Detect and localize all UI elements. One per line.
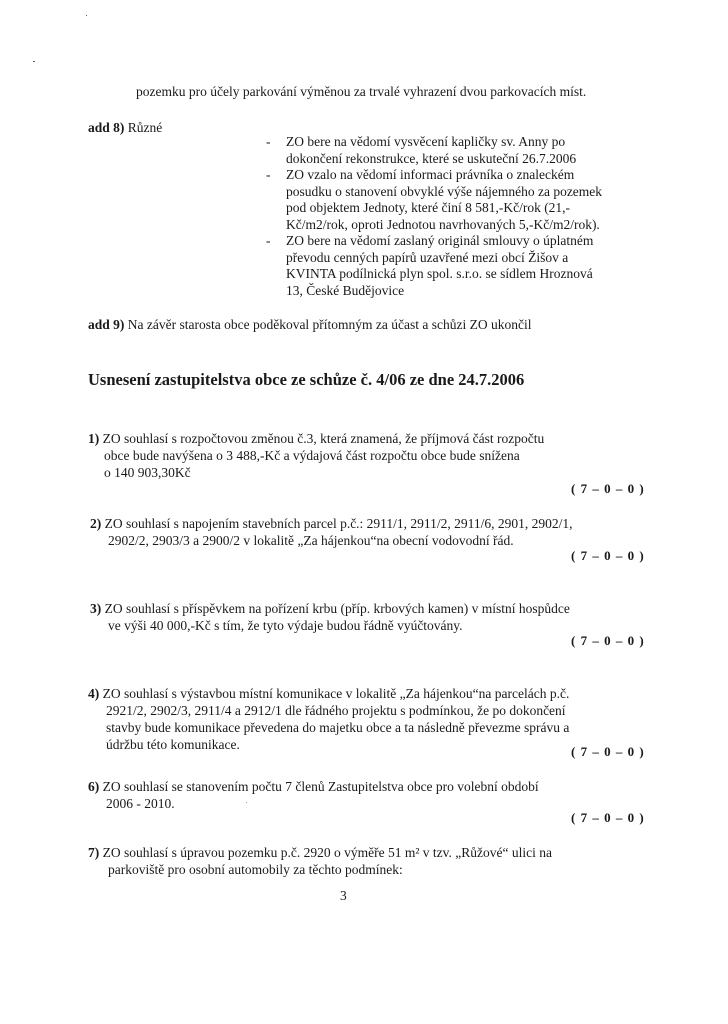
- resolutions-heading: Usnesení zastupitelstva obce ze schůze č. 4/06 ze dne 24.7.2006: [88, 370, 525, 389]
- bullet-dash: -: [266, 233, 271, 248]
- bullet-item: [262, 134, 702, 167]
- page-number: 3: [340, 888, 347, 903]
- resolution-line: [90, 601, 570, 617]
- resolution-number: 2): [90, 516, 102, 531]
- add8-header: [88, 120, 162, 136]
- resolution-line: údržbu této komunikace.: [106, 737, 240, 752]
- resolution-number: 7): [88, 845, 100, 860]
- resolution-line: [88, 686, 569, 702]
- bullet-item: [262, 233, 702, 299]
- resolution-number: 4): [88, 686, 100, 701]
- resolution-line: ve výši 40 000,-Kč s tím, že tyto výdaje budou řádně vyúčtovány.: [108, 618, 463, 633]
- bullet-line: posudku o stanovení obvyklé výše nájemného za pozemek: [286, 183, 603, 199]
- resolution-line: [88, 779, 539, 795]
- resolution-text: ZO souhlasí s příspěvkem na pořízení krbu (příp. krbových kamen) v místní hospůdce: [104, 601, 570, 616]
- resolution-line: 2902/2, 2903/3 a 2900/2 v lokalitě „Za hájenkou“na obecní vodovodní řád.: [108, 533, 514, 548]
- resolution-text: ZO souhlasí s napojením stavebních parcel p.č.: 2911/1, 2911/2, 2911/6, 2901, 2902/1,: [104, 516, 573, 531]
- bullet-item: [262, 167, 702, 233]
- bullet-line: dokončení rekonstrukce, které se uskuteční 26.7.2006: [286, 150, 577, 166]
- vote-result: ( 7 – 0 – 0 ): [571, 481, 645, 496]
- vote-result: ( 7 – 0 – 0 ): [571, 548, 645, 563]
- resolution-text: ZO souhlasí s úpravou pozemku p.č. 2920 o výměře 51 m² v tzv. „Růžové“ ulici na: [102, 845, 552, 860]
- resolution-line: [88, 845, 552, 861]
- bullet-line: převodu cenných papírů uzavřené mezi obcí Žišov a: [286, 249, 569, 265]
- add9-text: Na závěr starosta obce poděkoval přítomným za účast a schůzi ZO ukončil: [127, 317, 532, 332]
- continuation-text: pozemku pro účely parkování výměnou za trvalé vyhrazení dvou parkovacích míst.: [136, 84, 587, 99]
- bullet-line: ZO vzalo na vědomí informaci právníka o znaleckém: [286, 167, 575, 182]
- bullet-line: Kč/m2/rok, oproti Jednotou navrhovaných 5,-Kč/m2/rok).: [286, 216, 600, 232]
- resolution-line: obce bude navýšena o 3 488,-Kč a výdajová část rozpočtu obce bude snížena: [104, 448, 520, 463]
- bullet-line: KVINTA podílnická plyn spol. s.r.o. se sídlem Hroznová: [286, 266, 593, 281]
- scan-speck: [86, 15, 87, 16]
- resolution-line: [88, 431, 544, 447]
- resolution-line: 2921/2, 2902/3, 2911/4 a 2912/1 dle řádného projektu s podmínkou, že po dokončení: [106, 703, 566, 718]
- add8-bullet-list: [262, 134, 702, 299]
- scan-speck: [246, 802, 247, 803]
- scan-speck: [33, 61, 35, 62]
- resolution-line: o 140 903,30Kč: [104, 465, 191, 480]
- resolution-text: ZO souhlasí se stanovením počtu 7 členů Zastupitelstva obce pro volební období: [102, 779, 539, 794]
- vote-result: ( 7 – 0 – 0 ): [571, 810, 645, 825]
- resolution-text: ZO souhlasí s výstavbou místní komunikace v lokalitě „Za hájenkou“na parcelách p.č.: [102, 686, 570, 701]
- add8-title: Různé: [127, 120, 163, 135]
- resolution-line: stavby bude komunikace převedena do majetku obce a ta následně převezme správu a: [106, 720, 570, 735]
- vote-result: ( 7 – 0 – 0 ): [571, 633, 645, 648]
- add9-label: add 9): [88, 317, 125, 332]
- add9-paragraph: [88, 317, 532, 333]
- bullet-line: 13, České Budějovice: [286, 282, 405, 298]
- resolution-number: 1): [88, 431, 100, 446]
- bullet-line: ZO bere na vědomí zaslaný originál smlouvy o úplatném: [286, 233, 594, 248]
- bullet-line: pod objektem Jednoty, které činí 8 581,-Kč/rok (21,-: [286, 200, 571, 215]
- resolution-line: [90, 516, 573, 532]
- vote-result: ( 7 – 0 – 0 ): [571, 744, 645, 759]
- resolution-line: 2006 - 2010.: [106, 796, 175, 811]
- resolution-number: 3): [90, 601, 102, 616]
- bullet-line: ZO bere na vědomí vysvěcení kapličky sv. Anny po: [286, 134, 566, 149]
- resolution-text: ZO souhlasí s rozpočtovou změnou č.3, která znamená, že příjmová část rozpočtu: [102, 431, 545, 446]
- add8-label: add 8): [88, 120, 125, 135]
- bullet-dash: -: [266, 167, 271, 182]
- resolution-number: 6): [88, 779, 100, 794]
- resolution-line: parkoviště pro osobní automobily za těchto podmínek:: [108, 862, 403, 877]
- bullet-dash: -: [266, 134, 271, 149]
